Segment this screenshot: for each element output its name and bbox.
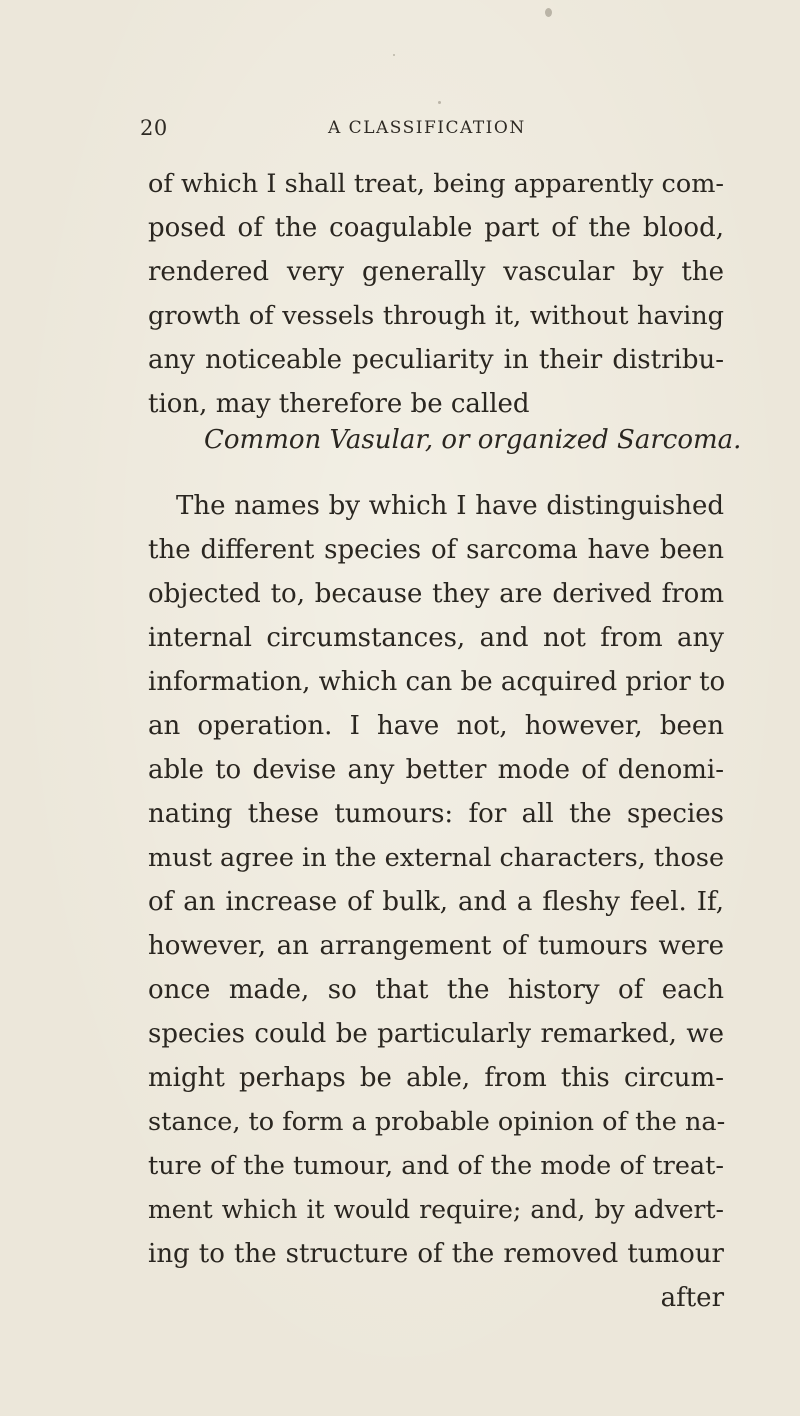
text-line: posed of the coagulable part of the blood, <box>148 213 724 243</box>
text-line: ment which it would require; and, by advert- <box>148 1195 724 1224</box>
text-line: the different species of sarcoma have been <box>148 535 724 565</box>
text-line: once made, so that the history of each <box>148 975 724 1005</box>
text-line: able to devise any better mode of denomi- <box>148 755 724 785</box>
text-line: however, an arrangement of tumours were <box>148 931 724 961</box>
paper-speck <box>438 101 441 104</box>
text-line: growth of vessels through it, without having <box>148 301 724 331</box>
text-line: nating these tumours: for all the species <box>148 799 724 829</box>
text-line: tion, may therefore be called <box>148 389 530 419</box>
text-line: species could be particularly remarked, we <box>148 1019 724 1049</box>
paper-speck <box>393 54 395 56</box>
text-line: information, which can be acquired prior to <box>148 667 726 697</box>
text-line: might perhaps be able, from this circum- <box>148 1063 724 1093</box>
text-line: internal circumstances, and not from any <box>148 623 724 653</box>
text-line: stance, to form a probable opinion of the na- <box>148 1107 726 1137</box>
text-line: ture of the tumour, and of the mode of treat- <box>148 1151 724 1181</box>
section-heading: Common Vasular, or organized Sarcoma. <box>204 425 742 455</box>
catchword: after <box>660 1283 724 1313</box>
text-line: any noticeable peculiarity in their distribu- <box>148 345 724 375</box>
text-line: ing to the structure of the removed tumour <box>148 1239 724 1269</box>
text-line: of an increase of bulk, and a fleshy feel. If, <box>148 887 724 917</box>
page-header <box>0 116 800 148</box>
text-line: The names by which I have distinguished <box>176 491 724 521</box>
text-line: of which I shall treat, being apparently com- <box>148 169 724 199</box>
paper-speck <box>545 8 552 17</box>
text-line: objected to, because they are derived from <box>148 579 724 609</box>
text-line: an operation. I have not, however, been <box>148 711 724 741</box>
running-head: A CLASSIFICATION <box>328 118 526 138</box>
page-number: 20 <box>140 116 168 140</box>
text-line: must agree in the external characters, those <box>148 843 725 873</box>
text-line: rendered very generally vascular by the <box>148 257 724 287</box>
